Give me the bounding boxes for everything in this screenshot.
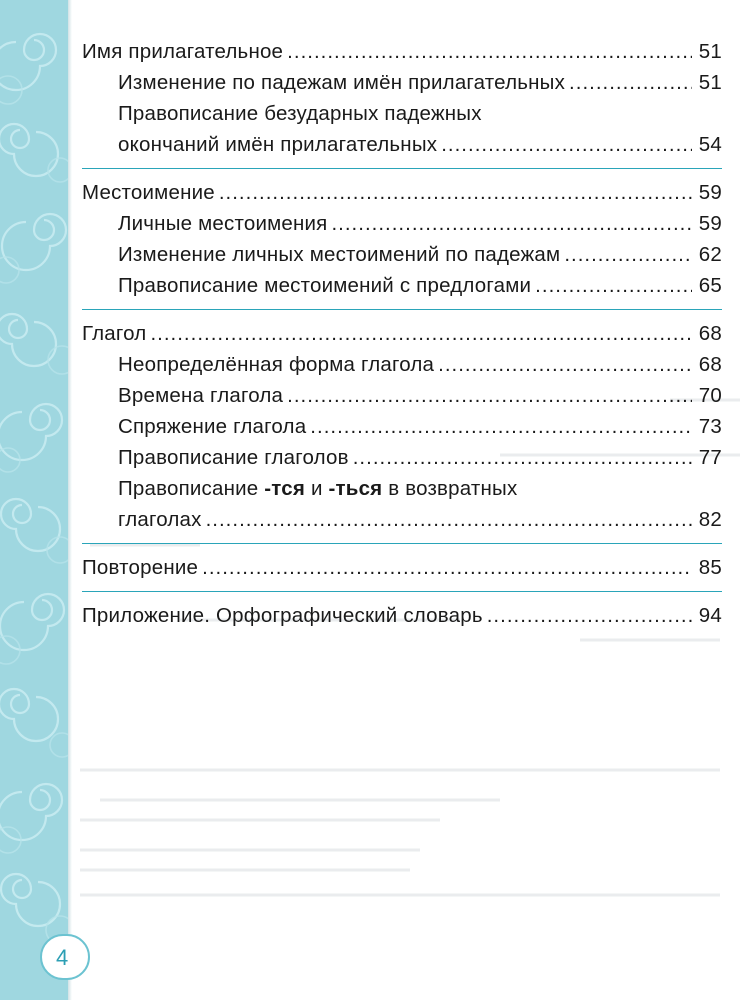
toc-entry[interactable] bbox=[82, 36, 722, 67]
toc-entry-title: Правописание местоимений с предлогами bbox=[118, 274, 532, 297]
toc-section-pronoun bbox=[82, 177, 722, 310]
toc-entry[interactable] bbox=[82, 411, 722, 442]
toc-section-appendix bbox=[82, 600, 722, 639]
dot-leader bbox=[287, 380, 692, 411]
toc-entry[interactable] bbox=[82, 349, 722, 380]
toc-entry-line1[interactable] bbox=[82, 473, 722, 504]
title-part-bold: -тся bbox=[264, 477, 306, 500]
dot-leader bbox=[331, 208, 692, 239]
toc-entry-page: 62 bbox=[698, 243, 722, 266]
dot-leader bbox=[564, 239, 692, 270]
toc-entry-title: Спряжение глагола bbox=[118, 415, 307, 438]
toc-entry[interactable] bbox=[82, 380, 722, 411]
toc-entry-title: Изменение личных местоимений по падежам bbox=[118, 243, 561, 266]
toc-entry-page: 51 bbox=[698, 71, 722, 94]
toc-entry-title: Глагол bbox=[82, 322, 147, 345]
toc-entry-title: Изменение по падежам имён прилагательных bbox=[118, 71, 566, 94]
toc-entry-title: Времена глагола bbox=[118, 384, 284, 407]
toc-entry[interactable] bbox=[82, 270, 722, 301]
swirl-pattern bbox=[0, 0, 68, 1000]
toc-entry-title: Приложение. Орфографический словарь bbox=[82, 604, 483, 627]
toc-entry-title: Личные местоимения bbox=[118, 212, 328, 235]
title-part-bold: -ться bbox=[328, 477, 383, 500]
gutter-shadow bbox=[68, 0, 72, 1000]
page-number: 4 bbox=[56, 945, 69, 970]
dot-leader bbox=[150, 318, 692, 349]
toc-entry[interactable] bbox=[82, 318, 722, 349]
toc-section-adjective bbox=[82, 36, 722, 169]
decorative-side-band bbox=[0, 0, 68, 1000]
dot-leader bbox=[219, 177, 692, 208]
toc-entry-page: 68 bbox=[698, 322, 722, 345]
toc-entry[interactable] bbox=[82, 67, 722, 98]
toc-entry[interactable] bbox=[82, 504, 722, 535]
toc-entry-title: Имя прилагательное bbox=[82, 40, 284, 63]
dot-leader bbox=[438, 349, 692, 380]
toc-entry-page: 59 bbox=[698, 212, 722, 235]
toc-entry-page: 68 bbox=[698, 353, 722, 376]
toc-entry-page: 65 bbox=[698, 274, 722, 297]
toc-entry-title-line1 bbox=[118, 473, 517, 504]
dot-leader bbox=[287, 36, 692, 67]
dot-leader bbox=[535, 270, 692, 301]
toc-entry[interactable] bbox=[82, 600, 722, 631]
dot-leader bbox=[206, 504, 692, 535]
toc-entry[interactable] bbox=[82, 552, 722, 583]
toc-entry[interactable] bbox=[82, 129, 722, 160]
toc-entry-title: Местоимение bbox=[82, 181, 215, 204]
toc-entry-page: 85 bbox=[698, 556, 722, 579]
toc-entry[interactable] bbox=[82, 177, 722, 208]
toc-entry-title: Неопределённая форма глагола bbox=[118, 353, 435, 376]
toc-entry-title-line1: Правописание безударных падежных bbox=[118, 102, 482, 125]
toc-entry-page: 77 bbox=[698, 446, 722, 469]
toc-entry[interactable] bbox=[82, 239, 722, 270]
toc-entry[interactable] bbox=[82, 442, 722, 473]
title-part: и bbox=[305, 477, 329, 500]
dot-leader bbox=[487, 600, 692, 631]
toc-entry-title: глаголах bbox=[118, 508, 202, 531]
dot-leader bbox=[441, 129, 692, 160]
dot-leader bbox=[202, 552, 692, 583]
toc-entry-line1[interactable] bbox=[82, 98, 722, 129]
toc-entry-page: 54 bbox=[698, 133, 722, 156]
dot-leader bbox=[569, 67, 692, 98]
toc-entry-page: 73 bbox=[698, 415, 722, 438]
toc-entry-title: окончаний имён прилагательных bbox=[118, 133, 438, 156]
table-of-contents bbox=[82, 36, 722, 647]
toc-entry-page: 82 bbox=[698, 508, 722, 531]
toc-entry-page: 51 bbox=[698, 40, 722, 63]
toc-section-review bbox=[82, 552, 722, 592]
toc-entry-page: 94 bbox=[698, 604, 722, 627]
dot-leader bbox=[353, 442, 692, 473]
toc-entry-page: 70 bbox=[698, 384, 722, 407]
toc-section-verb bbox=[82, 318, 722, 544]
toc-entry-title: Правописание глаголов bbox=[118, 446, 349, 469]
toc-entry-title: Повторение bbox=[82, 556, 199, 579]
dot-leader bbox=[310, 411, 692, 442]
title-part: Правописание bbox=[118, 477, 265, 500]
title-part: в возвратных bbox=[382, 477, 518, 500]
page-number-badge bbox=[40, 934, 90, 980]
toc-entry-page: 59 bbox=[698, 181, 722, 204]
toc-entry[interactable] bbox=[82, 208, 722, 239]
